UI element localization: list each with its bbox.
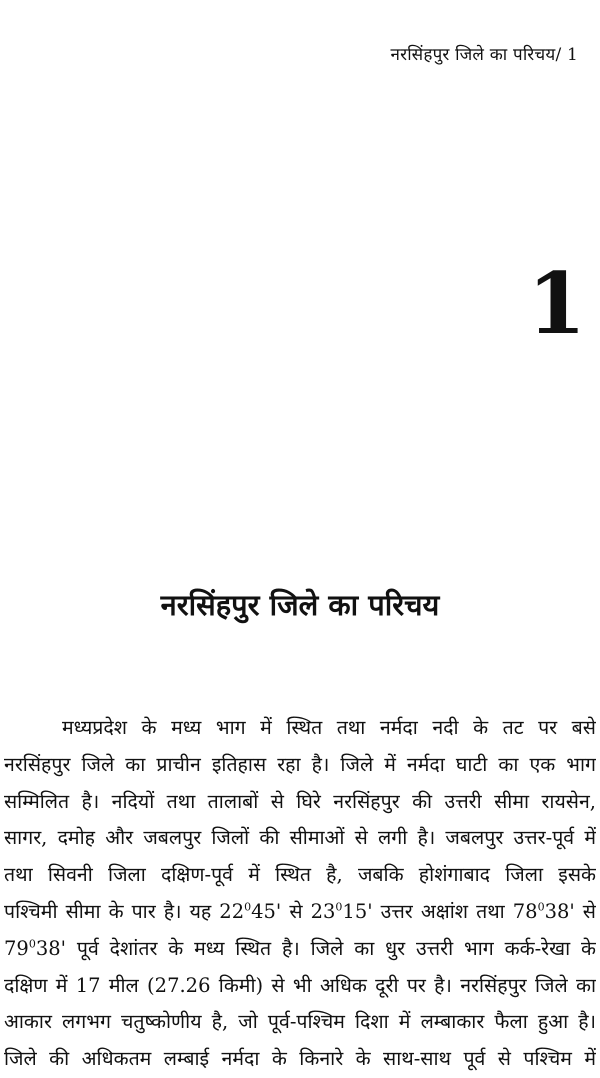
text-line: मध्यप्रदेश के मध्य भाग में स्थित तथा नर्मदा नदी के तट पर बसे <box>62 716 596 739</box>
text-line: दक्षिण में 17 मील (27.26 किमी) से भी अधिक दूरी पर है। नरसिंहपुर जिले का <box>4 973 596 997</box>
text-fragment: 45' से 23 <box>251 899 336 923</box>
text-fragment: पश्चिमी सीमा के पार है। यह 22 <box>4 899 245 923</box>
text-line: नरसिंहपुर जिले का प्राचीन इतिहास रहा है। जिले में नर्मदा घाटी का एक भाग <box>4 752 596 776</box>
degree-mark: 0 <box>335 900 343 914</box>
running-header: नरसिंहपुर जिले का परिचय/ 1 <box>390 45 578 65</box>
degree-mark: 0 <box>244 900 252 914</box>
body-paragraph <box>4 710 596 1078</box>
degree-mark: 0 <box>537 900 545 914</box>
text-line: सम्मिलित है। नदियों तथा तालाबों से घिरे नरसिंहपुर की उत्तरी सीमा रायसेन, <box>4 789 596 813</box>
text-line: आकार लगभग चतुष्कोणीय है, जो पूर्व-पश्चिम दिशा में लम्बाकार फैला हुआ है। <box>4 1010 596 1034</box>
chapter-number: 1 <box>527 254 586 353</box>
text-fragment: 38' पूर्व देशांतर के मध्य स्थित है। जिले का धुर उत्तरी भाग कर्क-रेखा के <box>35 936 596 960</box>
text-line: सागर, दमोह और जबलपुर जिलों की सीमाओं से लगी है। जबलपुर उत्तर-पूर्व में <box>4 826 596 850</box>
text-line-coordinates <box>4 894 596 931</box>
degree-mark: 0 <box>28 937 36 951</box>
text-line: जिले की अधिकतम लम्बाई नर्मदा के किनारे के साथ-साथ पूर्व से पश्चिम में <box>4 1047 596 1071</box>
text-fragment: 79 <box>4 936 29 960</box>
text-fragment: 15' उत्तर अक्षांश तथा 78 <box>342 899 538 923</box>
chapter-title: नरसिंहपुर जिले का परिचय <box>160 588 440 622</box>
text-line-coordinates <box>4 931 596 968</box>
text-fragment: 38' से <box>544 899 596 923</box>
text-line: तथा सिवनी जिला दक्षिण-पूर्व में स्थित है, जबकि होशंगाबाद जिला इसके <box>4 863 596 887</box>
